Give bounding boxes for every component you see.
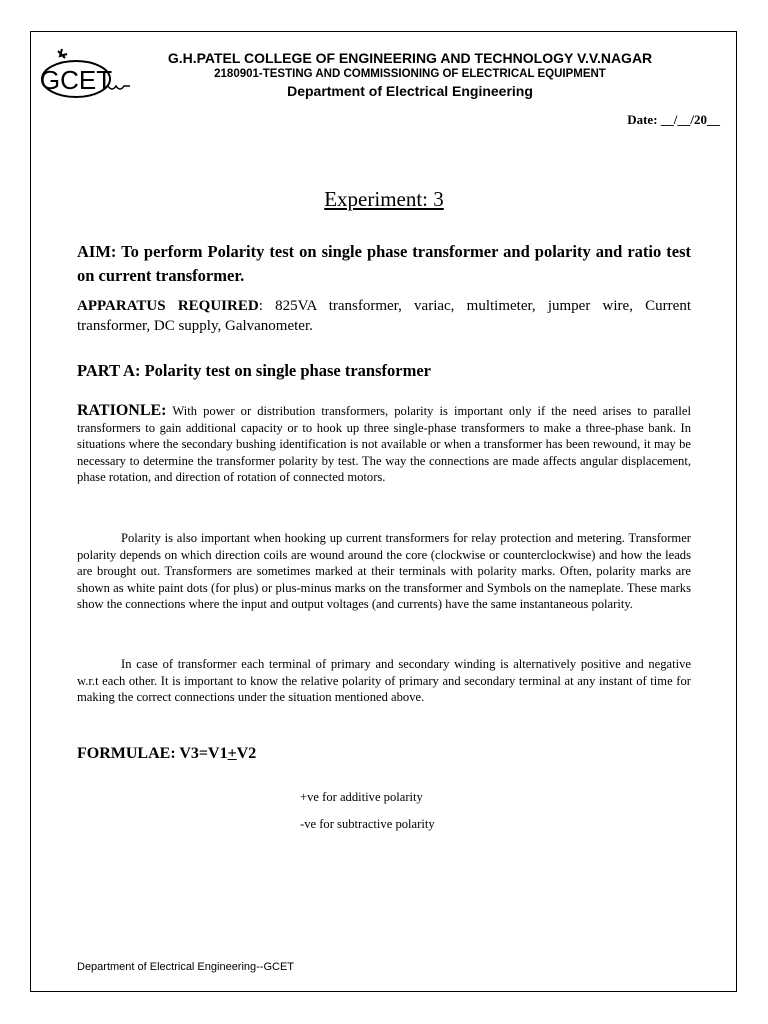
- formula-suffix: V2: [236, 745, 257, 762]
- logo-text: GCET: [39, 65, 113, 95]
- apparatus-section: [77, 296, 691, 336]
- apparatus-label: APPARATUS REQUIRED: [77, 298, 259, 314]
- college-name: G.H.PATEL COLLEGE OF ENGINEERING AND TECHNOLOGY V.V.NAGAR: [167, 50, 653, 66]
- page-footer: Department of Electrical Engineering--GCET: [77, 961, 295, 973]
- formulae-heading: [77, 744, 691, 764]
- paragraph-terminals: In case of transformer each terminal of primary and secondary winding is alternatively positive and negative w.r.t each other. It is important to know the relative polarity of primary and secondary terminal at any instant of time for making the correct connections under the situation mentioned above.: [77, 657, 691, 705]
- date-field: Date: __/__/20__: [627, 112, 720, 127]
- formula-sign: +: [227, 745, 237, 762]
- aim-statement: AIM: To perform Polarity test on single phase transformer and polarity and ratio test on current transformer.: [77, 242, 691, 285]
- rationale-section: [77, 403, 691, 486]
- rationale-text: With power or distribution transformers, polarity is important only if the need arises to parallel transformers to gain additional capacity or to hook up three single-phase transformers to make a three-phase bank. In situations where the secondary bushing identification is not available or when a transformer has been rewound, it may be necessary to determine the transformer polarity by test. The way the connections are made affects angular displacement, phase rotation, and direction of rotation of connected motors.: [77, 404, 691, 485]
- paragraph-polarity: Polarity is also important when hooking up current transformers for relay protection and metering. Transformer polarity depends on which direction coils are wound around the core (clockwise or counterclockwise) and how the leads are brought out. Transformers are sometimes marked at their terminals with polarity marks. Often, polarity marks are shown as white paint dots (for plus) or plus-minus marks on the transformer and Symbols on the nameplate. These marks show the connections where the input and output voltages (and currents) have the same instantaneous polarity.: [77, 531, 691, 612]
- page-border: [30, 31, 737, 992]
- apparatus-text: : 825VA transformer, variac, multimeter, jumper wire, Current transformer, DC supply, Galvanometer.: [77, 298, 691, 334]
- formula-prefix: FORMULAE: V3=V1: [77, 745, 228, 762]
- subject-title: 2180901-TESTING AND COMMISSIONING OF ELECTRICAL EQUIPMENT: [214, 68, 606, 80]
- subtractive-note: -ve for subtractive polarity: [300, 817, 435, 831]
- department-name: Department of Electrical Engineering: [287, 83, 533, 99]
- gcet-logo: [38, 46, 134, 102]
- experiment-title: Experiment: 3: [324, 187, 444, 211]
- additive-note: +ve for additive polarity: [300, 790, 423, 804]
- rationale-label: RATIONLE:: [77, 402, 167, 419]
- part-a-heading: PART A: Polarity test on single phase transformer: [77, 361, 431, 380]
